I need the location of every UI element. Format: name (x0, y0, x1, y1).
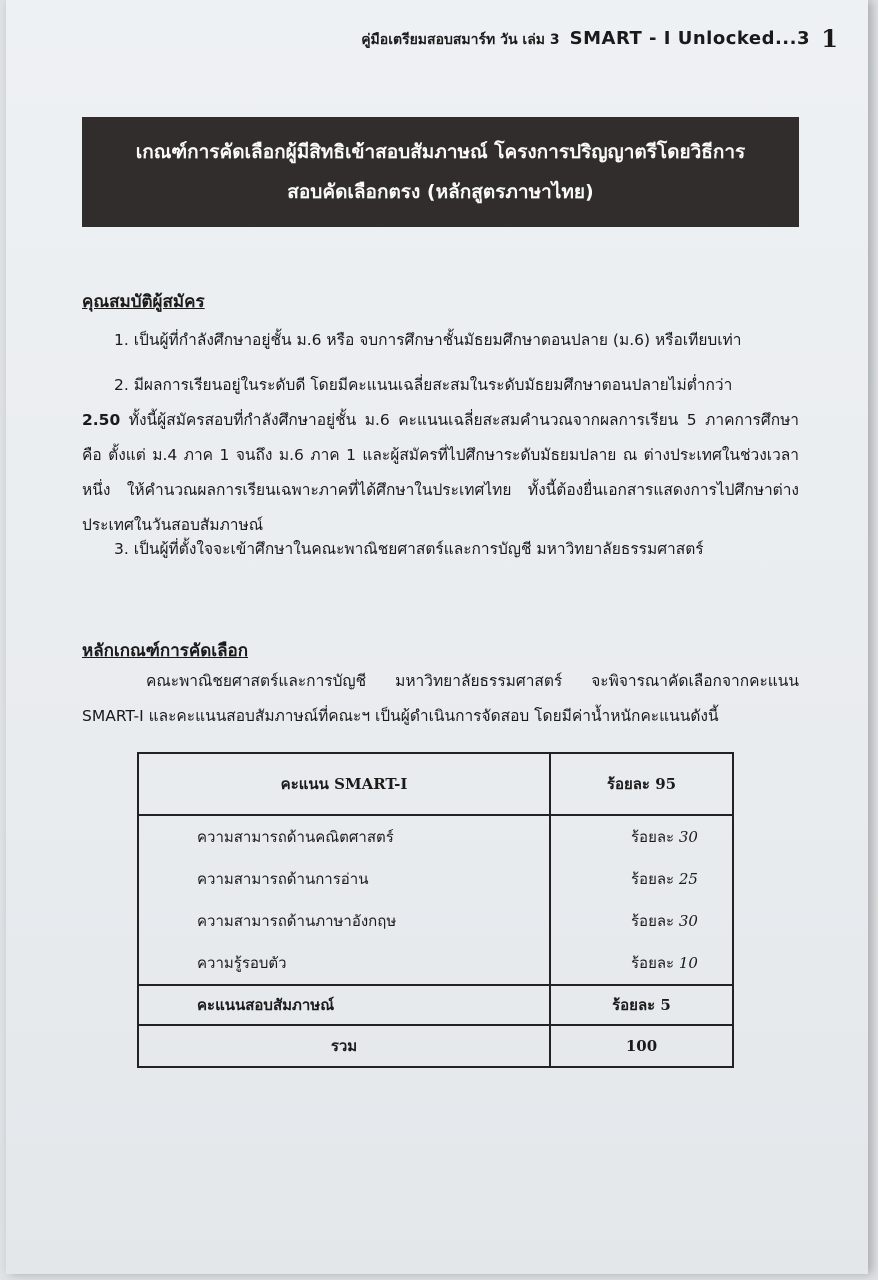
qualification-item-2-text: 2. มีผลการเรียนอยู่ในระดับดี โดยมีคะแนนเฉลี่ยสะสมในระดับมัธยมศึกษาตอนปลายไม่ต่ำกว่า (114, 376, 733, 394)
sub-label-english: ความสามารถด้านภาษาอังกฤษ (197, 912, 397, 930)
title-banner (82, 117, 799, 227)
interview-weight: ร้อยละ 5 (550, 985, 733, 1025)
sub-weight-english (631, 900, 732, 942)
sub-label-reading: ความสามารถด้านการอ่าน (197, 870, 369, 888)
interview-label: คะแนนสอบสัมภาษณ์ (138, 985, 550, 1025)
criteria-heading: หลักเกณฑ์การคัดเลือก (82, 641, 249, 661)
score-weight-table (137, 752, 734, 1068)
qualification-item-3-wrap (82, 532, 799, 567)
percent-value: 30 (678, 912, 698, 930)
running-header (361, 28, 810, 51)
percent-prefix: ร้อยละ (631, 870, 679, 888)
table-row (138, 985, 733, 1025)
percent-value: 25 (678, 870, 698, 888)
qualification-item-3: 3. เป็นผู้ที่ตั้งใจจะเข้าศึกษาในคณะพาณิชยศาสตร์และการบัญชี มหาวิทยาลัยธรรมศาสตร์ (114, 540, 704, 558)
table-row (138, 1025, 733, 1067)
sub-weight-reading (631, 858, 732, 900)
title-line-2: สอบคัดเลือกตรง (หลักสูตรภาษาไทย) (287, 181, 594, 203)
page-number: 1 (821, 24, 838, 53)
table-row (138, 753, 733, 815)
total-value: 100 (550, 1025, 733, 1067)
title-line-1: เกณฑ์การคัดเลือกผู้มีสิทธิเข้าสอบสัมภาษณ์ โครงการปริญญาตรีโดยวิธีการ (135, 141, 746, 163)
qualification-item-2-detail: ทั้งนี้ผู้สมัครสอบที่กำลังศึกษาอยู่ชั้น ม.6 คะแนนเฉลี่ยสะสมคำนวณจากผลการเรียน 5 ภาคการศึกษา คือ ตั้งแต่ ม.4 ภาค 1 จนถึง ม.6 ภาค 1 และผู้สมัครที่ไปศึกษาระดับมัธยมปลาย ณ ต่างประเทศในช่วงเวลาหนึ่ง ให้คำนวณผลการเรียนเฉพาะภาคที่ได้ศึกษาในประเทศไทย ทั้งนี้ต้องยื่นเอกสารแสดงการไปศึกษาต่างประเทศในวันสอบสัมภาษณ์ (82, 411, 799, 534)
sub-weights (550, 815, 733, 985)
qualifications-heading: คุณสมบัติผู้สมัคร (82, 292, 205, 312)
header-subtitle: คู่มือเตรียมสอบสมาร์ท วัน เล่ม 3 (361, 32, 560, 48)
smart-weight: ร้อยละ 95 (550, 753, 733, 815)
sub-weight-general (631, 942, 732, 984)
percent-prefix: ร้อยละ (631, 954, 679, 972)
document-page (6, 0, 868, 1274)
qualification-item-1: 1. เป็นผู้ที่กำลังศึกษาอยู่ชั้น ม.6 หรือ จบการศึกษาชั้นมัธยมศึกษาตอนปลาย (ม.6) หรือเทียบเท่า (114, 331, 742, 349)
criteria-text: คณะพาณิชยศาสตร์และการบัญชี มหาวิทยาลัยธรรมศาสตร์ จะพิจารณาคัดเลือกจากคะแนน SMART-I และคะแนนสอบสัมภาษณ์ที่คณะฯ เป็นผู้ดำเนินการจัดสอบ โดยมีค่าน้ำหนักคะแนนดังนี้ (82, 672, 799, 725)
percent-value: 10 (678, 954, 698, 972)
percent-value: 30 (678, 828, 698, 846)
gpa-value: 2.50 (82, 411, 121, 429)
sub-label-math: ความสามารถด้านคณิตศาสตร์ (197, 828, 394, 846)
header-brand: SMART - I Unlocked...3 (569, 28, 810, 49)
sub-label-general: ความรู้รอบตัว (197, 954, 287, 972)
table-row (138, 815, 733, 985)
qualification-item-2 (82, 368, 799, 543)
percent-prefix: ร้อยละ (631, 828, 679, 846)
percent-prefix: ร้อยละ (631, 912, 679, 930)
sub-labels (138, 815, 550, 985)
sub-weight-math (631, 816, 732, 858)
total-label: รวม (138, 1025, 550, 1067)
smart-label: คะแนน SMART-I (138, 753, 550, 815)
qualifications-list (82, 323, 799, 358)
